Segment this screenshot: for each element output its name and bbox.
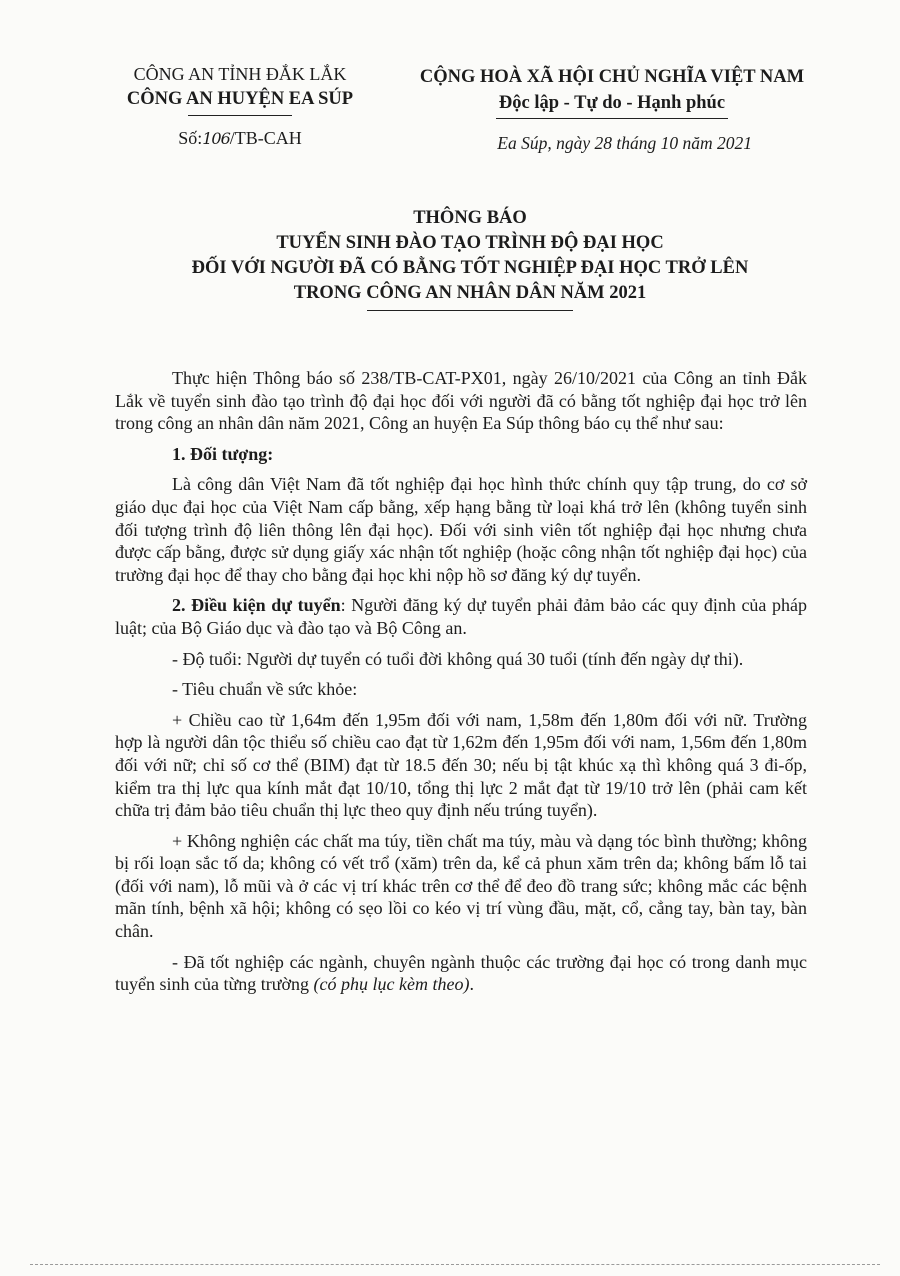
document-body <box>115 367 807 1004</box>
parent-agency: CÔNG AN TỈNH ĐẮK LẮK <box>133 64 347 84</box>
title-line-3: ĐỐI VỚI NGƯỜI ĐÃ CÓ BẰNG TỐT NGHIỆP ĐẠI HỌC TRỞ LÊN <box>191 258 749 278</box>
title-line-4: TRONG CÔNG AN NHÂN DÂN NĂM 2021 <box>293 283 647 303</box>
majors-text: - Đã tốt nghiệp các ngành, chuyên ngành thuộc các trường đại học có trong danh mục tuyển sinh của từng trường <box>115 951 807 995</box>
health-height-requirement: + Chiều cao từ 1,64m đến 1,95m đối với nam, 1,58m đến 1,80m đối với nữ. Trường hợp là người dân tộc thiểu số chiều cao đạt từ 1,62m đến 1,95m đối với nam, 1,56m đến 1,80m đối với nữ; chỉ số cơ thể (BIM) đạt từ 18.5 đến 30; nếu bị tật khúc xạ thì không quá 3 đi-ốp, kiểm tra thị lực qua kính mắt đạt 10/10, tổng thị lực 2 mắt đạt từ 19/10 trở lên (phải cam kết chữa trị đảm bảo tiêu chuẩn thị lực theo quy định nếu trúng tuyển). <box>115 709 807 821</box>
majors-requirement <box>115 951 807 996</box>
number-suffix: /TB-CAH <box>229 128 302 148</box>
scan-edge-line <box>30 1264 880 1265</box>
majors-note: (có phụ lục kèm theo) <box>313 974 470 995</box>
issuing-agency-block <box>90 62 390 151</box>
national-header-block <box>392 64 832 155</box>
motto-underline <box>496 118 728 119</box>
number-prefix: Số: <box>178 128 203 148</box>
place-date: Ea Súp, ngày 28 tháng 10 năm 2021 <box>497 133 752 153</box>
section-1-heading: 1. Đối tượng: <box>172 443 274 464</box>
title-line-1: THÔNG BÁO <box>413 208 527 228</box>
agency-underline <box>188 115 292 116</box>
agency-name: CÔNG AN HUYỆN EA SÚP <box>126 89 354 109</box>
section-1-text: Là công dân Việt Nam đã tốt nghiệp đại học hình thức chính quy tập trung, do cơ sở giáo dục đại học của Việt Nam cấp bằng, xếp hạng bằng từ loại khá trở lên (không tuyển sinh đối tượng trình độ liên thông lên đại học). Đối với sinh viên tốt nghiệp đại học nhưng chưa được cấp bằng, được sử dụng giấy xác nhận tốt nghiệp (hoặc công nhận tốt nghiệp đại học) của trường đại học để thay cho bằng đại học khi nộp hồ sơ đăng ký dự tuyển. <box>115 474 807 585</box>
health-other-requirement: + Không nghiện các chất ma túy, tiền chất ma túy, màu và dạng tóc bình thường; không bị rối loạn sắc tố da; không có vết trổ (xăm) trên da, kể cả phun xăm trên da; không bấm lỗ tai (đối với nam), lỗ mũi và ở các vị trí khác trên cơ thể để đeo đồ trang sức; không mắc các bệnh mãn tính, bệnh xã hội; không có sẹo lồi co kéo vị trí vùng đầu, mặt, cổ, cẳng tay, bàn tay, bàn chân. <box>115 830 807 942</box>
intro-paragraph: Thực hiện Thông báo số 238/TB-CAT-PX01, ngày 26/10/2021 của Công an tỉnh Đắk Lắk về tuyển sinh đào tạo trình độ đại học đối với người đã có bằng tốt nghiệp đại học trở lên trong công an nhân dân năm 2021, Công an huyện Ea Súp thông báo cụ thể như sau: <box>115 368 807 434</box>
section-2-paragraph <box>115 594 807 639</box>
document-title <box>100 206 840 311</box>
title-underline <box>367 310 573 311</box>
national-motto: Độc lập - Tự do - Hạnh phúc <box>498 93 726 113</box>
section-2-heading: 2. Điều kiện dự tuyển <box>172 595 341 616</box>
majors-end: . <box>469 974 474 995</box>
age-requirement: - Độ tuổi: Người dự tuyển có tuổi đời không quá 30 tuổi (tính đến ngày dự thi). <box>172 648 744 669</box>
nation-name: CỘNG HOÀ XÃ HỘI CHỦ NGHĨA VIỆT NAM <box>419 67 805 87</box>
handwritten-number: 106 <box>202 129 230 148</box>
document-number <box>90 126 390 151</box>
title-line-2: TUYỂN SINH ĐÀO TẠO TRÌNH ĐỘ ĐẠI HỌC <box>276 233 664 253</box>
section-2-text: : Người đăng ký dự tuyển phải đảm bảo các quy định của pháp luật; của Bộ Giáo dục và đào tạo và Bộ Công an. <box>115 595 807 638</box>
health-heading: - Tiêu chuẩn về sức khỏe: <box>172 679 358 700</box>
